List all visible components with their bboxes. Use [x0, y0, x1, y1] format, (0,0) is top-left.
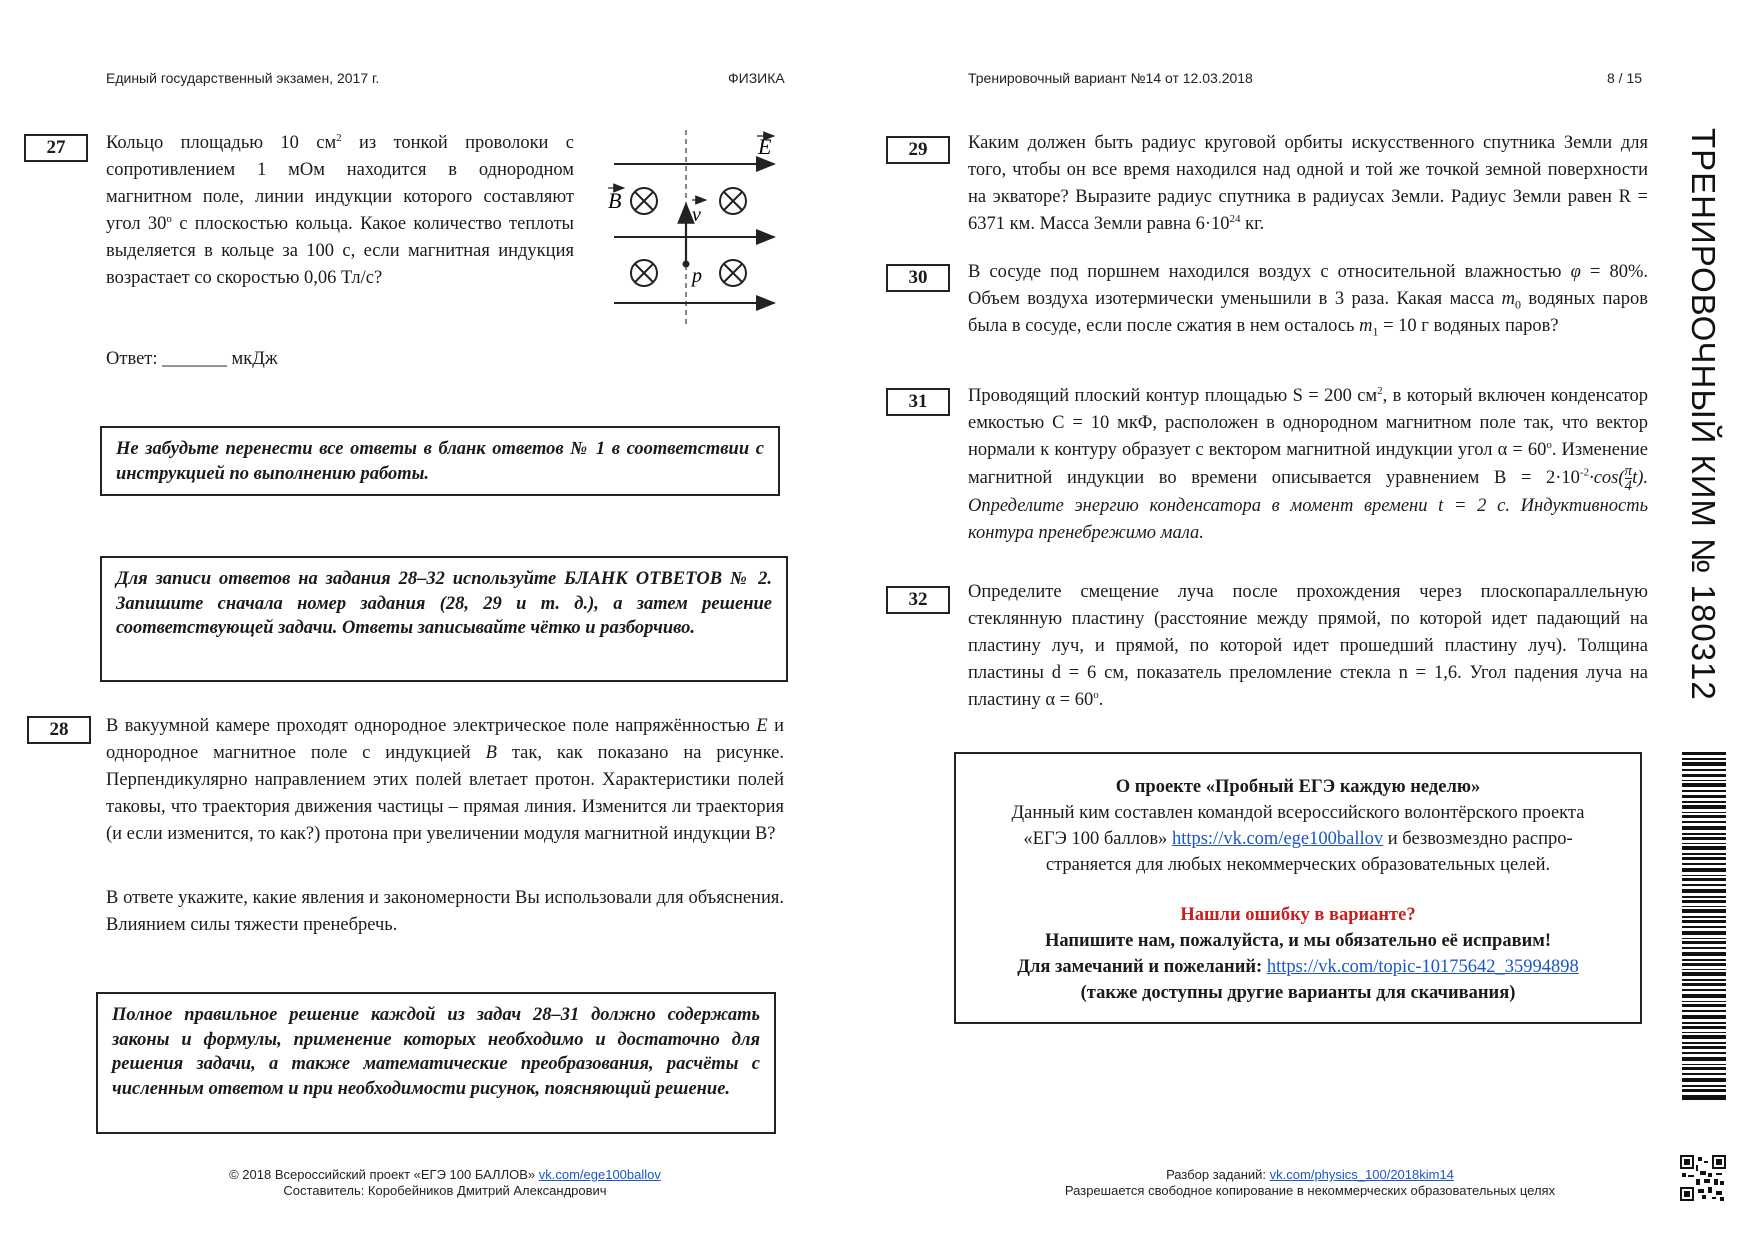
- header-subject: ФИЗИКА: [728, 70, 785, 86]
- project-info-line3: страняется для любых некоммерческих образовательных целей.: [1045, 855, 1551, 875]
- task-28-note: В ответе укажите, какие явления и закономерности Вы использовали для объяснения. Влиянием силы тяжести пренебречь.: [106, 888, 784, 935]
- task-30-text: В сосуде под поршнем находился воздух с относительной влажностью φ = 80%. Объем воздуха изотермически уменьшили в 3 раза. Какая масса $m_0$ водяных паров была в сосуде, если после сжатия в нем осталось $m_1 = 10$ г водяных паров?: [968, 262, 1648, 339]
- remarks-line: Для замечаний и пожеланий: https://vk.com/topic-10175642_35994898: [1017, 957, 1579, 977]
- task-28-text: В вакуумной камере проходят однородное электрическое поле напряжённостью E и однородное магнитное поле с индукцией B так, как показано на рисунке. Перпендикулярно направлением этих полей влетает протон. Характеристики полей таковы, что траектория движения частицы – прямая линия. Изменится ли траектория (и если изменится, то как?) протона при увеличении модуля магнитной индукции B?: [106, 716, 784, 844]
- task-number-30: 30: [886, 264, 950, 292]
- found-error-heading: Нашли ошибку в варианте?: [1180, 905, 1416, 925]
- b-field-label: B: [608, 188, 622, 213]
- project-info-line1: Данный ким составлен командой всероссийского волонтёрского проекта: [1011, 803, 1585, 823]
- reminder-box: Не забудьте перенести все ответы в бланк ответов № 1 в соответствии с инструкцией по выполнению работы.: [100, 426, 780, 496]
- header-page-number: 8 / 15: [1607, 70, 1643, 86]
- pi-over-4-fraction: $\frac{\pi}{4}$: [1624, 463, 1633, 494]
- project-info-box: [954, 752, 1642, 1024]
- task-number-29: 29: [886, 136, 950, 164]
- other-variants-text: (также доступны другие варианты для скачивания): [1080, 983, 1516, 1003]
- task-number-28: 28: [27, 716, 91, 744]
- barcode-icon: [1682, 752, 1726, 1100]
- task-number-31: 31: [886, 388, 950, 416]
- vk-project-link[interactable]: https://vk.com/ege100ballov: [1171, 829, 1384, 849]
- velocity-label: v: [692, 204, 701, 226]
- footer-right: Разбор заданий: vk.com/physics_100/2018kim14 Разрешается свободное копирование в некоммерческих образовательных целях: [1064, 1167, 1556, 1198]
- task-27-field-figure: [600, 128, 790, 328]
- project-info-title: О проекте «Пробный ЕГЭ каждую неделю»: [1115, 777, 1481, 797]
- task-27-text: Кольцо площадью 10 $см^2$ из тонкой проволоки с сопротивлением 1 мОм находится в однородном магнитном поле, линии индукции которого составляют угол $30^о$ с плоскостью кольца. Какое количество теплоты выделяется в кольце за 100 с, если магнитная индукция возрастает со скоростью 0,06 Тл/с?: [106, 131, 574, 288]
- answer-blank[interactable]: _______: [162, 349, 227, 369]
- task-32-text: Определите смещение луча после прохождения через плоскопараллельную стеклянную пластину (расстояние между прямой, по которой идет падающий на пластину луч, и прямой, по которой идет прошедший пластину луч). Толщина пластины d = 6 см, показатель преломление стекла n = 1,6. Угол падения луча на пластину $\alpha = 60^о$.: [968, 582, 1648, 710]
- task-number-27: 27: [24, 134, 88, 162]
- proton-label: p: [692, 265, 702, 287]
- task-31-text: Проводящий плоский контур площадью S = 200 $см^2$, в который включен конденсатор емкостью C = 10 мкФ, расположен в однородном магнитном поле так, что вектор нормали к контуру образует с вектором магнитной индукции угол $\alpha = 60^о$. Изменение магнитной индукции во времени описывается уравнением $B = 2\cdot 10^{-2}\cdot\cos$( $\frac{\pi}{4}$ t). Определите энергию конденсатора в момент времени t = 2 с. Индуктивность контура пренебрежимо мала.: [968, 384, 1649, 543]
- task-27-answer: Ответ: _______ мкДж: [106, 349, 278, 369]
- header-exam-title: Единый государственный экзамен, 2017 г.: [106, 70, 380, 86]
- footer-vk-link[interactable]: vk.com/ege100ballov: [538, 1167, 661, 1182]
- footer-analysis-link[interactable]: vk.com/physics_100/2018kim14: [1269, 1167, 1454, 1182]
- project-info-line2: «ЕГЭ 100 баллов» https://vk.com/ege100ballov и безвозмездно распро-: [1023, 829, 1573, 849]
- footer-left: © 2018 Всероссийский проект «ЕГЭ 100 БАЛЛОВ» vk.com/ege100ballov Составитель: Коробейников Дмитрий Александрович: [229, 1167, 661, 1198]
- task-29-text: Каким должен быть радиус круговой орбиты искусственного спутника Земли для того, чтобы он все время находился над одной и той же точкой земной поверхности на экваторе? Выразите радиус спутника в радиусах Земли. Радиус Земли равен R = 6371 км. Масса Земли равна $6\cdot 10^{24}$ кг.: [968, 133, 1648, 234]
- write-us-text: Напишите нам, пожалуйста, и мы обязательно её исправим!: [1045, 931, 1551, 951]
- side-title: ТРЕНИРОВОЧНЫЙ КИМ № 180312: [1685, 128, 1722, 701]
- solution-requirements-box: Полное правильное решение каждой из задач 28–31 должно содержать законы и формулы, применение которых необходимо и достаточно для решения задачи, а также математические преобразования, расчёты с численным ответом и при необходимости рисунок, поясняющий решение.: [96, 992, 776, 1134]
- e-field-label: E: [758, 134, 772, 159]
- vk-topic-link[interactable]: https://vk.com/topic-10175642_35994898: [1266, 957, 1579, 977]
- header-variant: Тренировочный вариант №14 от 12.03.2018: [968, 70, 1253, 86]
- task-number-32: 32: [886, 586, 950, 614]
- qr-code-icon: [1680, 1155, 1726, 1201]
- instructions-box: Для записи ответов на задания 28–32 используйте БЛАНК ОТВЕТОВ № 2. Запишите сначала номер задания (28, 29 и т. д.), а затем решение соответствующей задачи. Ответы записывайте чётко и разборчиво.: [100, 556, 788, 682]
